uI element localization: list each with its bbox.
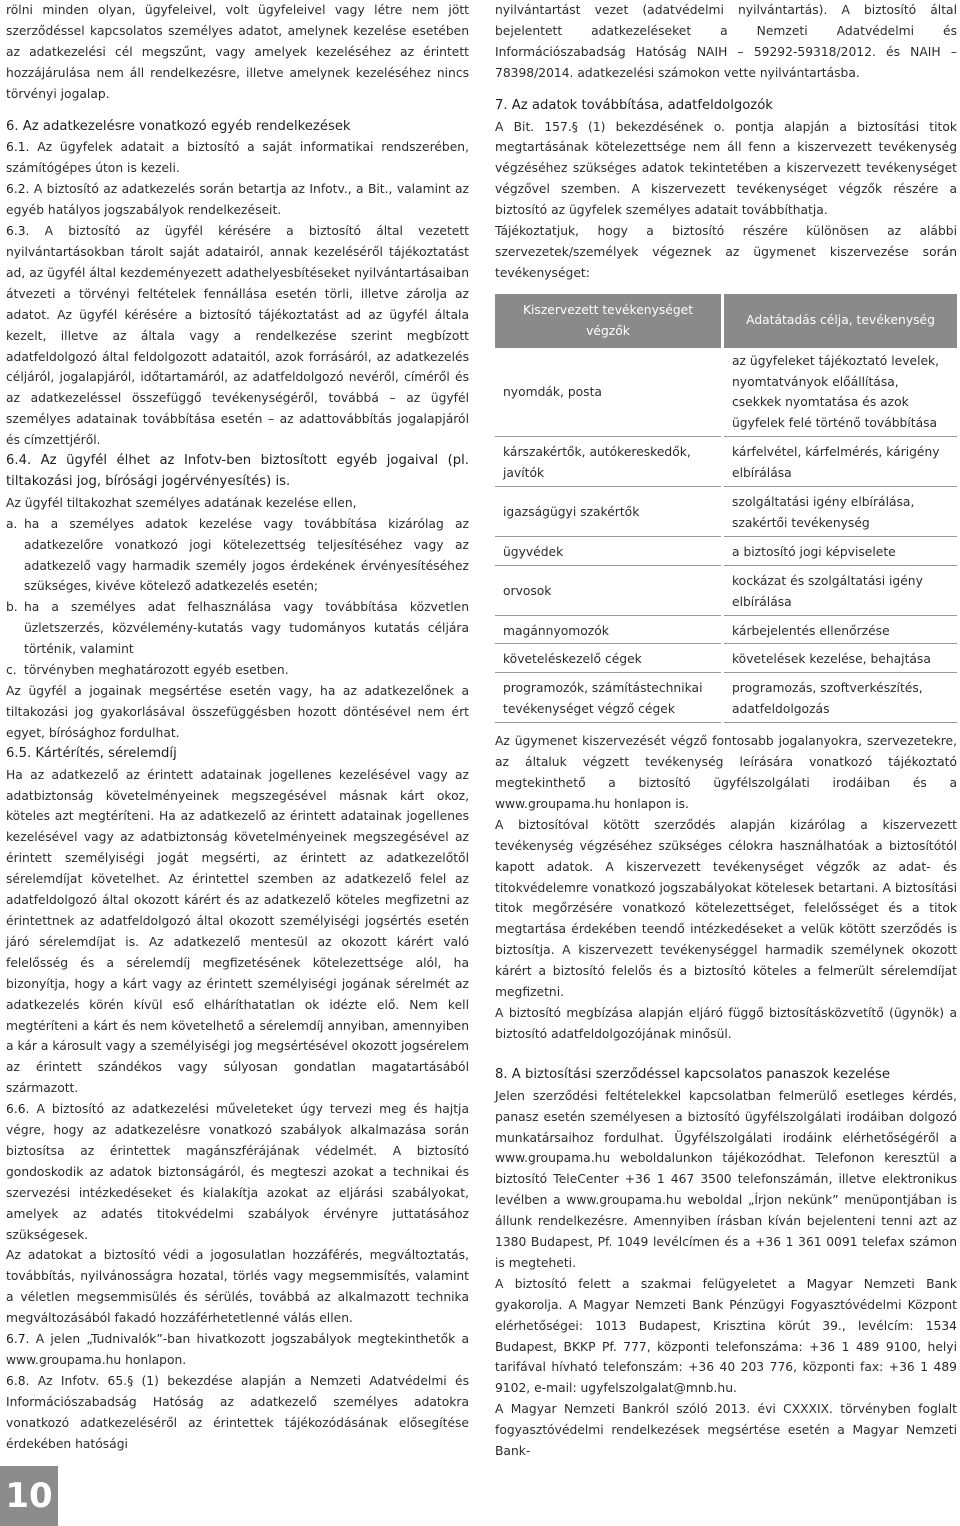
paragraph: A Bit. 157.§ (1) bekezdésének o. pontja alapján a biztosítási titok megtartásának kötelezettsége nem áll fenn a kiszervezett tevékenység végzéséhez szükséges adatok tekintetében a kiszervezett tevékenységet végzővel szemben. A kiszervezett tevékenységet végzők részére a biztosító az ügyfelek személyes adatait továbbíthatja. (495, 119, 957, 218)
table-cell: nyomdák, posta (495, 348, 724, 440)
paragraph: Az ügymenet kiszervezését végző fontosabb jogalanyokra, szervezetekre, az általuk végzett tevékenység leírására vonatkozó tájékoztató megtekinthető a biztosító ügyfélszolgálati irodáiban és a www.groupama.hu honlapon is. (495, 734, 957, 811)
right-column (495, 0, 957, 1462)
table-cell: magánnyomozók (495, 618, 724, 647)
list-marker: a. (6, 516, 18, 531)
section-number: 6.1. (6, 140, 30, 155)
list-marker: b. (6, 600, 18, 615)
paragraph: Az ügyfél a jogainak megsértése esetén vagy, ha az adatkezelőnek a tiltakozási jog gyakorlásával összefüggésben hozott döntésével nem ért egyet, bírósághoz fordulhat. (6, 684, 469, 740)
outsourcing-table (495, 294, 957, 725)
table-row (495, 489, 957, 539)
section-6-1 (6, 137, 469, 179)
table-cell: kockázat és szolgáltatási igény elbírálása (724, 568, 957, 618)
table-row (495, 348, 957, 440)
paragraph: Tájékoztatjuk, hogy a biztosító részére különösen az alábbi szervezetek/személyek végeznek az ügymenet kiszervezése során tevékenységet: (495, 224, 957, 280)
section-6-8 (6, 1371, 469, 1455)
table-row (495, 539, 957, 568)
table-cell: ügyvédek (495, 539, 724, 568)
paragraph: A Magyar Nemzeti Bankról szóló 2013. évi CXXXIX. törvényben foglalt fogyasztóvédelmi rendelkezések megsértése esetén a Magyar Nemzeti Bank- (495, 1402, 957, 1459)
table-row (495, 618, 957, 647)
page-number: 10 (0, 1466, 58, 1526)
table-row (495, 675, 957, 725)
table-header-row (495, 294, 957, 348)
section-8-heading: 8. A biztosítási szerződéssel kapcsolatos panaszok kezelése (495, 1066, 890, 1082)
section-number: 6.2. (6, 182, 30, 197)
paragraph: A biztosító felett a szakmai felügyeletet a Magyar Nemzeti Bank gyakorolja. A Magyar Nemzeti Bank Pénzügyi Fogyasztóvédelmi Központ elérhetőségei: 1013 Budapest, Krisztina körút 39., levélcím: 1534 Budapest, BKKP Pf. 777, központi telefonszáma: +36 1 489 9100, helyi tarifával hívható telefonszám: +36 40 203 776, központi fax: +36 1 489 9102, e-mail: ugyfelszolgalat@mnb.hu. (495, 1276, 957, 1396)
list-item (6, 660, 469, 681)
table-row (495, 439, 957, 489)
section-text: A biztosító az adatkezelési műveleteket úgy tervezi meg és hajtja végre, hogy az adatkezelésre vonatkozó szabályok alkalmazása során biztosítsa az érintettek magánszférájának védelmét. A biztosító gondoskodik az adatok biztonságáról, és megteszi azokat a technikai és szervezési intézkedéseket és kialakítja azokat az eljárási szabályokat, amelyek az adatés titokvédelmi szabályok érvényre juttatásához szükségesek. (6, 1102, 469, 1242)
section-number: 6.8. (6, 1373, 30, 1388)
table-cell: programozók, számítástechnikai tevékenységet végző cégek (495, 675, 724, 725)
list-text: ha a személyes adat felhasználása vagy továbbítása közvetlen üzletszerzés, közvélemény-kutatás vagy tudományos kutatás céljára történik, valamint (24, 600, 469, 657)
section-text: A biztosító az adatkezelés során betartja az Infotv., a Bit., valamint az egyéb hatályos jogszabályok rendelkezéseit. (6, 182, 469, 218)
section-text: Az Infotv. 65.§ (1) bekezdése alapján a Nemzeti Adatvédelmi és Információszabadság Hatóság az adatkezelő személyes adatokra vonatkozó adatkezeléséről az érintettek tájékozódásának elősegítése érdekében hatósági (6, 1373, 469, 1451)
section-6-7 (6, 1329, 469, 1371)
table-row (495, 646, 957, 675)
list-marker: c. (6, 663, 17, 678)
list-text: ha a személyes adatok kezelése vagy továbbítása kizárólag az adatkezelőre vonatkozó jogi kötelezettség teljesítéséhez vagy az adatkezelő vagy harmadik személy jogos érdekének érvényesítéséhez szükséges, kivéve kötelező adatkezelés esetén; (24, 516, 469, 594)
paragraph: A biztosító megbízása alapján eljáró függő biztosításközvetítő (ügynök) a biztosító adatfeldolgozójának minősül. (495, 1005, 957, 1041)
paragraph: Az adatokat a biztosító védi a jogosulatlan hozzáférés, megváltoztatás, továbbítás, nyilvánosságra hozatal, törlés vagy megsemmisítés, valamint a véletlen megsemmisülés és sérülés, továbbá az alkalmazott technika megváltozásából fakadó hozzáférhetetlenné válás ellen. (6, 1248, 469, 1326)
section-6-heading: 6. Az adatkezelésre vonatkozó egyéb rendelkezések (6, 118, 351, 134)
list-item (6, 597, 469, 660)
paragraph: A biztosítóval kötött szerződés alapján kizárólag a kiszervezett tevékenység végzéséhez szükséges célokra használhatóak a biztosítótól kapott adatok. A kiszervezett tevékenységet végzők az adat- és titokvédelemre vonatkozó jogszabályokat kötelesek betartani. A biztosítási titok megőrzésére vonatkozó kötelezettséget, felelősséget és a titok megtartása érdekében teendő intézkedéseket a velük kötött szerződés is biztosítja. A kiszervezett tevékenységgel harmadik személynek okozott kárért a biztosító felelős és a biztosító köteles a felmerült sérelemdíjat megfizetni. (495, 817, 957, 1000)
section-6-4-heading: 6.4. Az ügyfél élhet az Infotv-ben biztosított egyéb jogaival (pl. tiltakozási jog, bírósági jogérvényesítés) is. (6, 453, 469, 489)
table-cell: az ügyfeleket tájékoztató levelek, nyomtatványok előállítása, csekkek nyomtatása és azok ügyfelek felé történő továbbítása (724, 348, 957, 440)
table-header-cell: Adatátadás célja, tevékenység (724, 294, 957, 348)
section-number: 6.3. (6, 224, 30, 239)
paragraph: nyilvántartást vezet (adatvédelmi nyilvántartás). A biztosító által bejelentett adatkezeléseket a Nemzeti Adatvédelmi és Információszabadság Hatóság NAIH – 59292-59318/2012. és NAIH – 78398/2014. adatkezelési számokon vette nyilvántartásba. (495, 3, 957, 80)
table-cell: követeléskezelő cégek (495, 646, 724, 675)
paragraph: Ha az adatkezelő az érintett adatainak jogellenes kezelésével vagy az adatbiztonság követelményeinek megszegésével másnak kárt okoz, köteles azt megtéríteni. Ha az adatkezelő az érintett adatainak jogellenes kezelésével vagy az adatbiztonság követelményeinek megszegésével az érintett személyiségi jogát megsérti, az érintett az adatkezelőtől sérelemdíjat követelhet. Az érintettel szemben az adatkezelő felel az adatfeldolgozó által okozott kárért és az adatkezelő köteles megfizetni az érintettnek az adatfeldolgozó által okozott személyiségi jogsértés esetén járó sérelemdíjat is. Az adatkezelő mentesül az okozott kárért való felelősség és a sérelemdíj megfizetésének kötelezettsége alól, ha bizonyítja, hogy a kárt vagy az érintett személyiségi jogának sérelmét az adatkezelés körén kívül eső elháríthatatlan ok idézte elő. Nem kell megtéríteni a kárt és nem követelhető a sérelemdíj annyiban, amennyiben a kár a károsult vagy a személyiségi jog megsértésével okozott jogsérelem az érintett szándékos vagy súlyosan gondatlan magatartásából származott. (6, 767, 469, 1096)
table-cell: kárszakértők, autókereskedők, javítók (495, 439, 724, 489)
table-cell: programozás, szoftverkészítés, adatfeldolgozás (724, 675, 957, 725)
table-cell: kárfelvétel, kárfelmérés, kárigény elbírálása (724, 439, 957, 489)
paragraph: Jelen szerződési feltételekkel kapcsolatban felmerülő esetleges kérdés, panasz esetén személyesen a biztosító ügyfélszolgálati irodáiban dolgozó munkatársaihoz fordulhat. Ügyfélszolgálati irodáink elérhetőségéről a www.groupama.hu weboldalunkon tájékozódhat. Telefonon keresztül a biztosító TeleCenter +36 1 467 3500 telefonszámán, illetve elektronikus levélben a www.groupama.hu weboldal „Írjon nekünk” menüpontjában is állunk rendelkezésre. Amennyiben írásban kíván bejelenteni tenni azt az 1380 Budapest, Pf. 1049 levélcímen és a +36 1 361 0091 telefax számon is megteheti. (495, 1088, 957, 1270)
section-text: A jelen „Tudnivalók”-ban hivatkozott jogszabályok megtekinthetők a www.groupama.hu honlapon. (6, 1332, 469, 1367)
section-number: 6.7. (6, 1332, 30, 1347)
left-column (6, 0, 469, 1455)
table-cell: kárbejelentés ellenőrzése (724, 618, 957, 647)
table-header-cell: Kiszervezett tevékenységet végzők (495, 294, 724, 348)
paragraph: Az ügyfél tiltakozhat személyes adatának kezelése ellen, (6, 495, 357, 510)
paragraph: rölni minden olyan, ügyfeleivel, volt ügyfeleivel vagy létre nem jött szerződéssel kapcsolatos személyes adatot, amelynek kezelése esetében az adatkezelési cél megszűnt, vagy amelyek kezeléséhez az érintett hozzájárulása nem áll rendelkezésre, illetve amelynek kezeléséhez nincs törvényi jogalap. (6, 3, 469, 101)
table-cell: igazságügyi szakértők (495, 489, 724, 539)
section-6-5-heading: 6.5. Kártérítés, sérelemdíj (6, 745, 177, 761)
table-cell: a biztosító jogi képviselete (724, 539, 957, 568)
section-6-2 (6, 179, 469, 221)
table-row (495, 568, 957, 618)
section-number: 6.6. (6, 1102, 30, 1117)
list-text: törvényben meghatározott egyéb esetben. (24, 663, 289, 678)
table-cell: szolgáltatási igény elbírálása, szakértői tevékenység (724, 489, 957, 539)
section-text: A biztosító az ügyfél kérésére a biztosító által vezetett nyilvántartásokban tárolt saját adatairól, annak kezeléséről tájékoztatást ad, az ügyfél által kezdeményezett adathelyesbítéseket nyilvántartásaiban átvezeti a törvényi feltételek fennállása esetén törli, illetve zárolja az adatot. Az ügyfél kérésére a biztosító tájékoztatást ad az ügyfél általa kezelt, illetve az általa vagy a rendelkezése szerint megbízott adatfeldolgozó által feldolgozott adataitól, azok forrásáról, az adatkezelés céljáról, jogalapjáról, időtartamáról, az adatfeldolgozó nevéről, címéről és az adatkezeléssel összefüggő tevékenységéről, továbbá – az ügyfél személyes adatainak továbbítása esetén – az adattovábbítás jogalapjáról és címzettjéről. (6, 224, 469, 448)
section-6-6 (6, 1099, 469, 1245)
section-text: Az ügyfelek adatait a biztosító a saját informatikai rendszerében, számítógépes úton is kezeli. (6, 140, 469, 176)
section-6-3 (6, 221, 469, 451)
list-item (6, 514, 469, 598)
table-cell: követelések kezelése, behajtása (724, 646, 957, 675)
section-7-heading: 7. Az adatok továbbítása, adatfeldolgozók (495, 97, 773, 113)
table-cell: orvosok (495, 568, 724, 618)
